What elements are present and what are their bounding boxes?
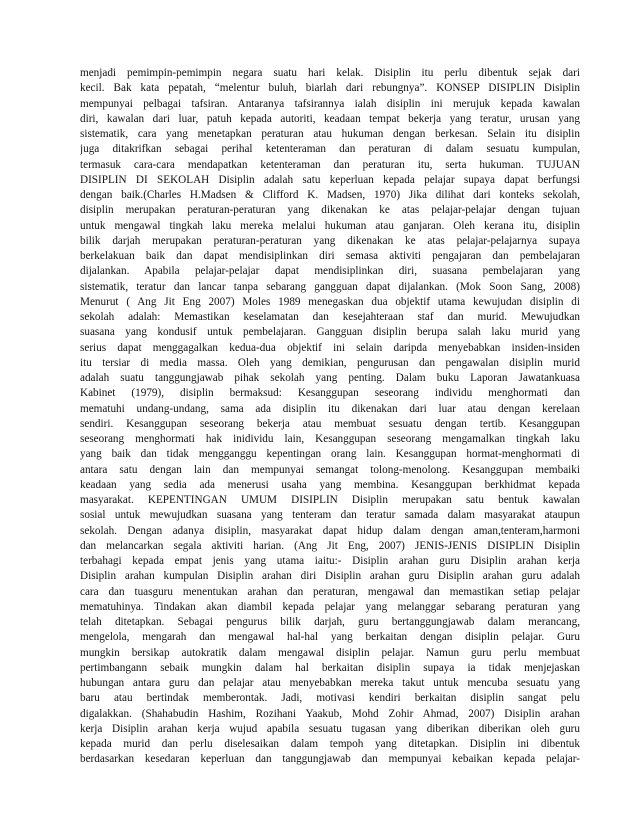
text-line: kecil. Bak kata pepatah, “melentur buluh, biarlah dari rebungnya”. KONSEP DISIPLIN Disiplin bbox=[80, 82, 580, 95]
text-line: diri, kawalan dari luar, patuh kepada autoriti, keadaan tempat bekerja yang teratur, urusan yang bbox=[80, 112, 580, 125]
text-line: antara satu dengan lain dan mempunyai semangat tolong-menolong. Kesanggupan membaiki bbox=[80, 463, 580, 476]
text-line: mengelola, mengarah dan mengawal hal-hal yang berkaitan dengan disiplin pelajar. Guru bbox=[80, 631, 580, 644]
text-line: menjadi pemimpin-pemimpin negara suatu hari kelak. Disiplin itu perlu dibentuk sejak dari bbox=[80, 67, 580, 79]
text-line: mematuhi undang-undang, sama ada disiplin itu dikenakan dari luar atau dengan kerelaan bbox=[80, 402, 580, 415]
text-line: Disiplin arahan kumpulan Disiplin arahan diri Disiplin arahan guru Disiplin arahan guru adalah bbox=[80, 570, 580, 583]
text-line: dan melancarkan segala aktiviti harian. (Ang Jit Eng, 2007) JENIS-JENIS DISIPLIN Disiplin bbox=[80, 539, 580, 552]
text-line: cara dan tuasguru menentukan arahan dan peraturan, mengawal dan memastikan setiap pelajar bbox=[80, 585, 580, 598]
text-line: sistematik, teratur dan lancar tanpa sebarang gangguan dapat dijalankan. (Mok Soon Sang, 2008) bbox=[80, 280, 580, 293]
text-line: bilik darjah merupakan peraturan-peraturan yang dikenakan ke atas pelajar-pelajarnya supaya bbox=[80, 234, 580, 247]
text-line: dengan baik.(Charles H.Madsen & Clifford K. Madsen, 1970) Jika dilihat dari konteks sekolah, bbox=[80, 189, 580, 201]
text-line: seseorang menghormati hak inidividu lain, Kesanggupan seseorang mengamalkan tingkah laku bbox=[80, 433, 580, 445]
text-line: juga ditakrifkan sebagai perihal ketenteraman dan peraturan di dalam sesuatu kumpulan, bbox=[80, 143, 580, 156]
text-line: digalakkan. (Shahabudin Hashim, Rozihani Yaakub, Mohd Zohir Ahmad, 2007) Disiplin arahan bbox=[80, 707, 580, 720]
text-line: serius dapat menggagalkan kedua-dua objektif ini selain daripda menyebabkan insiden-insiden bbox=[80, 341, 580, 354]
text-line: adalah suatu tanggungjawab pihak sekolah yang penting. Dalam buku Laporan Jawatankuasa bbox=[80, 372, 580, 384]
text-line: pertimbangann sebaik mungkin dalam hal berkaitan disiplin supaya ia tidak menjejaskan bbox=[80, 661, 580, 674]
text-line: DISIPLIN DI SEKOLAH Disiplin adalah satu keperluan kepada pelajar supaya dapat berfungsi bbox=[80, 173, 580, 186]
text-line: telah ditetapkan. Sebagai pengurus bilik darjah, guru bertanggungjawab dalam merancang, bbox=[80, 616, 580, 628]
text-line: Menurut ( Ang Jit Eng 2007) Moles 1989 menegaskan dua objektif utama kewujudan disiplin di bbox=[80, 295, 580, 308]
text-line: masyarakat. KEPENTINGAN UMUM DISIPLIN Disiplin merupakan satu bentuk kawalan bbox=[80, 494, 580, 506]
text-line: mempunyai pelbagai tafsiran. Antaranya tafsirannya ialah disiplin ini merujuk kepada kawalan bbox=[80, 97, 580, 110]
text-line: dijalankan. Apabila pelajar-pelajar dapat mendisiplinkan diri, suasana pembelajaran yang bbox=[80, 265, 580, 278]
text-line: sistematik, cara yang menetapkan peraturan atau hukuman dengan berkesan. Selain itu disiplin bbox=[80, 128, 580, 140]
text-line: baru atau bertindak memberontak. Jadi, motivasi kendiri berkaitan disiplin sangat pelu bbox=[80, 692, 580, 705]
text-line: Kabinet (1979), disiplin bermaksud: Kesanggupan seseorang individu menghormati dan bbox=[80, 387, 580, 400]
text-line: berdasarkan kesedaran keperluan dan tanggungjawab dan mempunyai kebaikan kepada pelajar- bbox=[80, 753, 580, 766]
text-line: itu tersiar di media massa. Oleh yang demikian, pengurusan dan pengawalan disiplin murid bbox=[80, 356, 580, 369]
text-line: sendiri. Kesanggupan seseorang bekerja atau membuat sesuatu dengan tertib. Kesanggupan bbox=[80, 417, 580, 430]
text-line: sekolah. Dengan adanya disiplin, masyarakat dapat hidup dalam dengan aman,tenteram,harmoni bbox=[80, 524, 580, 537]
text-line: sekolah adalah: Memastikan keselamatan dan kesejahteraan staf dan murid. Mewujudkan bbox=[80, 311, 580, 323]
text-line: keadaan yang sedia ada menerusi usaha yang membina. Kesanggupan berkhidmat kepada bbox=[80, 478, 580, 491]
text-line: terbahagi kepada empat jenis yang utama iaitu:- Disiplin arahan guru Disiplin arahan kerja bbox=[80, 555, 580, 567]
text-line: kerja Disiplin arahan kerja wujud apabila sesuatu tugasan yang diberikan diberikan oleh guru bbox=[80, 722, 580, 735]
text-line: mungkin bersikap autokratik dalam mengawal disiplin pelajar. Namun guru perlu membuat bbox=[80, 646, 580, 659]
text-line: hubungan antara guru dan pelajar atau menyebabkan mereka takut untuk mencuba sesuatu yang bbox=[80, 677, 580, 689]
text-line: mematuhinya. Tindakan akan diambil kepada pelajar yang melanggar sebarang peraturan yang bbox=[80, 600, 580, 613]
text-line: untuk mengawal tingkah laku mereka melalui hukuman atau ganjaran. Oleh kerana itu, disiplin bbox=[80, 219, 580, 232]
body-text bbox=[80, 66, 580, 768]
text-line: suasana yang kondusif untuk pembelajaran. Gangguan disiplin berupa salah laku murid yang bbox=[80, 326, 580, 339]
text-line: berkelakuan baik dan dapat mendisiplinkan diri semasa aktiviti pengajaran dan pembelajaran bbox=[80, 250, 580, 262]
text-line: kepada murid dan perlu diselesaikan dalam tempoh yang ditetapkan. Disiplin ini dibentuk bbox=[80, 738, 580, 750]
text-line: sosial untuk mewujudkan suasana yang tenteram dan teratur samada dalam masyarakat ataupun bbox=[80, 509, 580, 522]
text-line: yang baik dan tidak mengganggu kepentingan orang lain. Kesanggupan hormat-menghormati di bbox=[80, 448, 580, 461]
text-line: termasuk cara-cara mendapatkan ketenteraman dan peraturan itu, serta hukuman. TUJUAN bbox=[80, 158, 580, 171]
text-line: disiplin merupakan peraturan-peraturan yang dikenakan ke atas pelajar-pelajar dengan tujuan bbox=[80, 204, 580, 217]
